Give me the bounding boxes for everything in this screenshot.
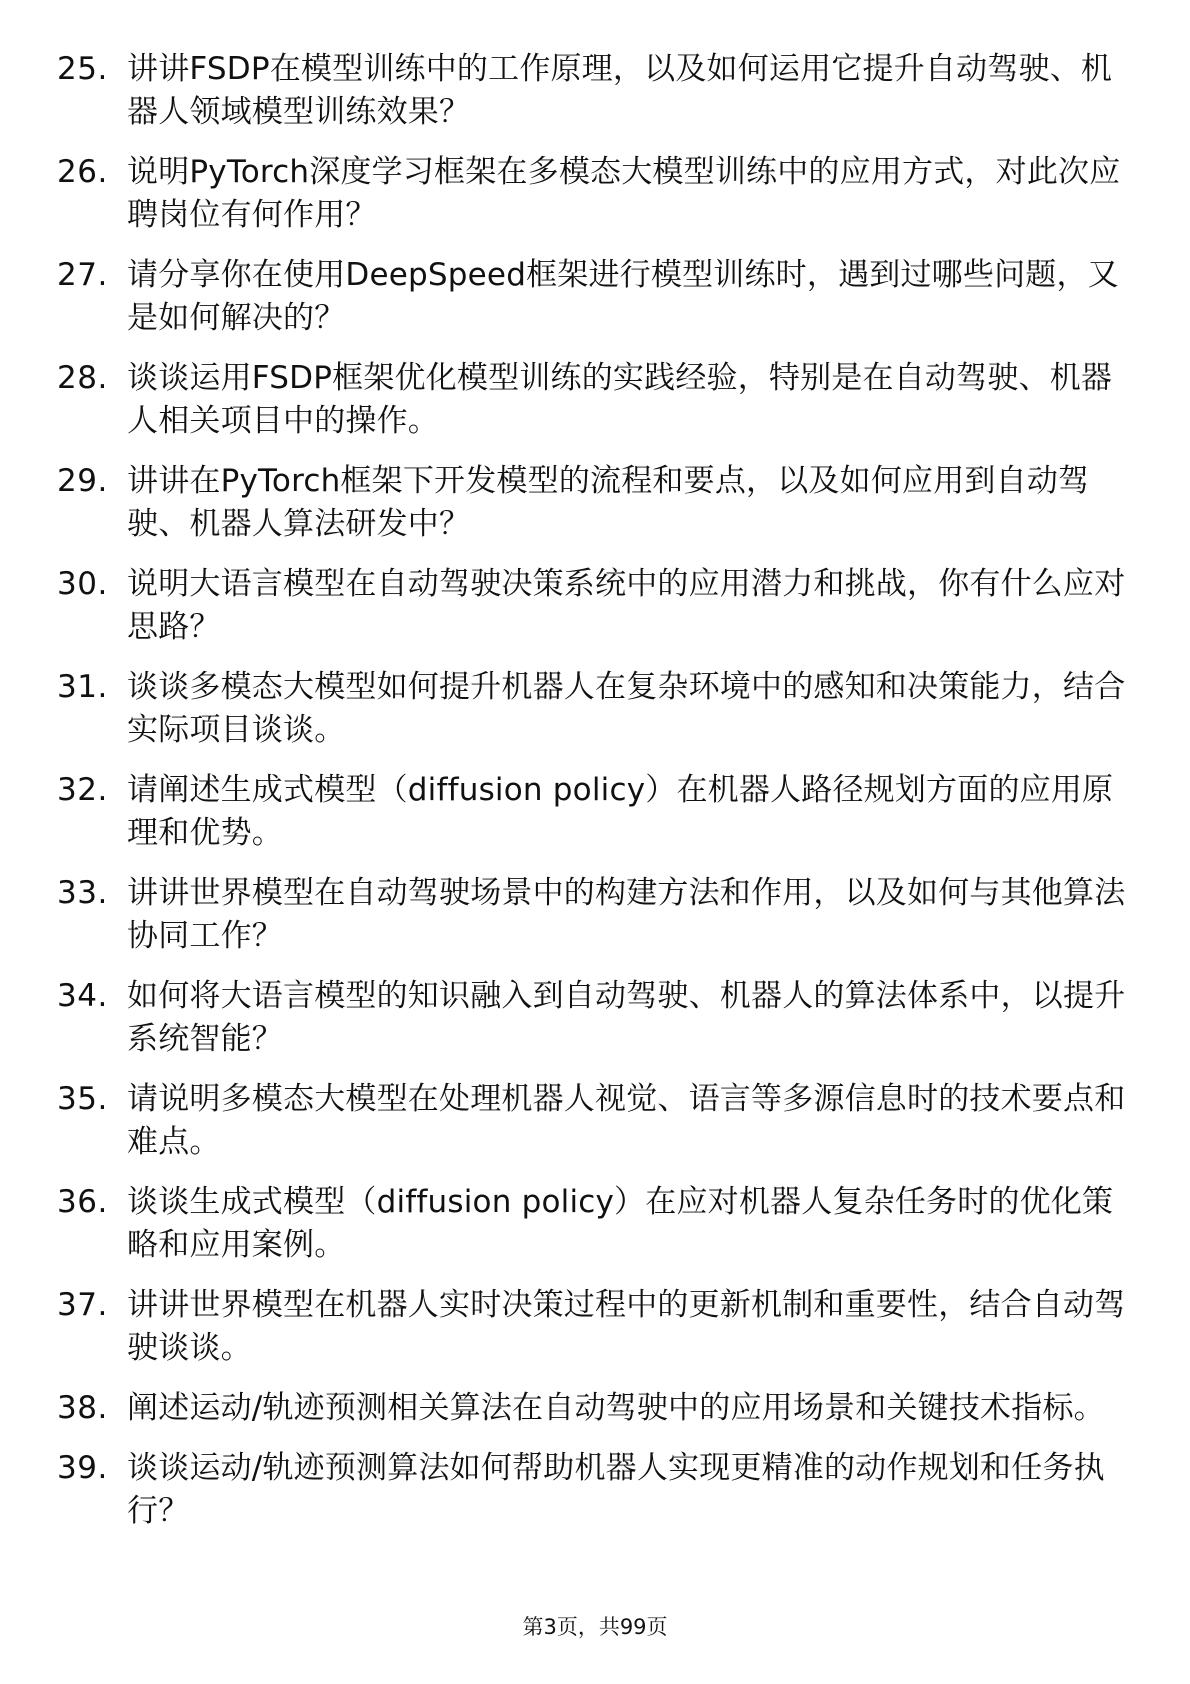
question-number: 27.	[57, 257, 108, 293]
list-item	[57, 357, 1137, 443]
list-item	[57, 563, 1137, 649]
question-number: 37.	[57, 1287, 108, 1323]
question-number: 28.	[57, 360, 108, 396]
question-text: 说明PyTorch深度学习框架在多模态大模型训练中的应用方式，对此次应聘岗位有何作用？	[127, 154, 1121, 233]
page-footer	[0, 1612, 1190, 1642]
question-text: 请分享你在使用DeepSpeed框架进行模型训练时，遇到过哪些问题，又是如何解决的？	[127, 257, 1119, 336]
list-item	[57, 1387, 1137, 1430]
list-item	[57, 1447, 1137, 1533]
question-text: 谈谈生成式模型（diffusion policy）在应对机器人复杂任务时的优化策略和应用案例。	[127, 1184, 1114, 1263]
question-text: 谈谈运动/轨迹预测算法如何帮助机器人实现更精准的动作规划和任务执行？	[127, 1450, 1105, 1529]
question-text: 阐述运动/轨迹预测相关算法在自动驾驶中的应用场景和关键技术指标。	[127, 1390, 1105, 1426]
question-number: 29.	[57, 463, 108, 499]
list-item	[57, 769, 1137, 855]
question-text: 讲讲FSDP在模型训练中的工作原理，以及如何运用它提升自动驾驶、机器人领域模型训练效果？	[127, 51, 1113, 130]
question-number: 39.	[57, 1450, 108, 1486]
list-item	[57, 48, 1137, 134]
list-item	[57, 460, 1137, 546]
question-text: 请阐述生成式模型（diffusion policy）在机器人路径规划方面的应用原理和优势。	[127, 772, 1114, 851]
question-text: 讲讲在PyTorch框架下开发模型的流程和要点，以及如何应用到自动驾驶、机器人算法研发中？	[127, 463, 1090, 542]
list-item	[57, 1284, 1137, 1370]
list-item	[57, 666, 1137, 752]
list-item	[57, 1078, 1137, 1164]
list-item	[57, 1181, 1137, 1267]
question-number: 35.	[57, 1081, 108, 1117]
question-text: 请说明多模态大模型在处理机器人视觉、语言等多源信息时的技术要点和难点。	[127, 1081, 1126, 1160]
list-item	[57, 254, 1137, 340]
list-item	[57, 975, 1137, 1061]
question-number: 32.	[57, 772, 108, 808]
question-number: 38.	[57, 1390, 108, 1426]
question-list	[57, 48, 1137, 1550]
question-number: 36.	[57, 1184, 108, 1220]
question-text: 讲讲世界模型在自动驾驶场景中的构建方法和作用，以及如何与其他算法协同工作？	[127, 875, 1126, 954]
list-item	[57, 151, 1137, 237]
question-number: 26.	[57, 154, 108, 190]
question-number: 31.	[57, 669, 108, 705]
list-item	[57, 872, 1137, 958]
question-text: 谈谈多模态大模型如何提升机器人在复杂环境中的感知和决策能力，结合实际项目谈谈。	[127, 669, 1126, 748]
question-text: 谈谈运用FSDP框架优化模型训练的实践经验，特别是在自动驾驶、机器人相关项目中的操作。	[127, 360, 1113, 439]
question-number: 33.	[57, 875, 108, 911]
question-number: 25.	[57, 51, 108, 87]
question-text: 讲讲世界模型在机器人实时决策过程中的更新机制和重要性，结合自动驾驶谈谈。	[127, 1287, 1126, 1366]
page-number-label: 第3页，共99页	[522, 1615, 668, 1639]
question-text: 如何将大语言模型的知识融入到自动驾驶、机器人的算法体系中，以提升系统智能？	[127, 978, 1126, 1057]
question-number: 30.	[57, 566, 108, 602]
question-text: 说明大语言模型在自动驾驶决策系统中的应用潜力和挑战，你有什么应对思路？	[127, 566, 1126, 645]
question-number: 34.	[57, 978, 108, 1014]
